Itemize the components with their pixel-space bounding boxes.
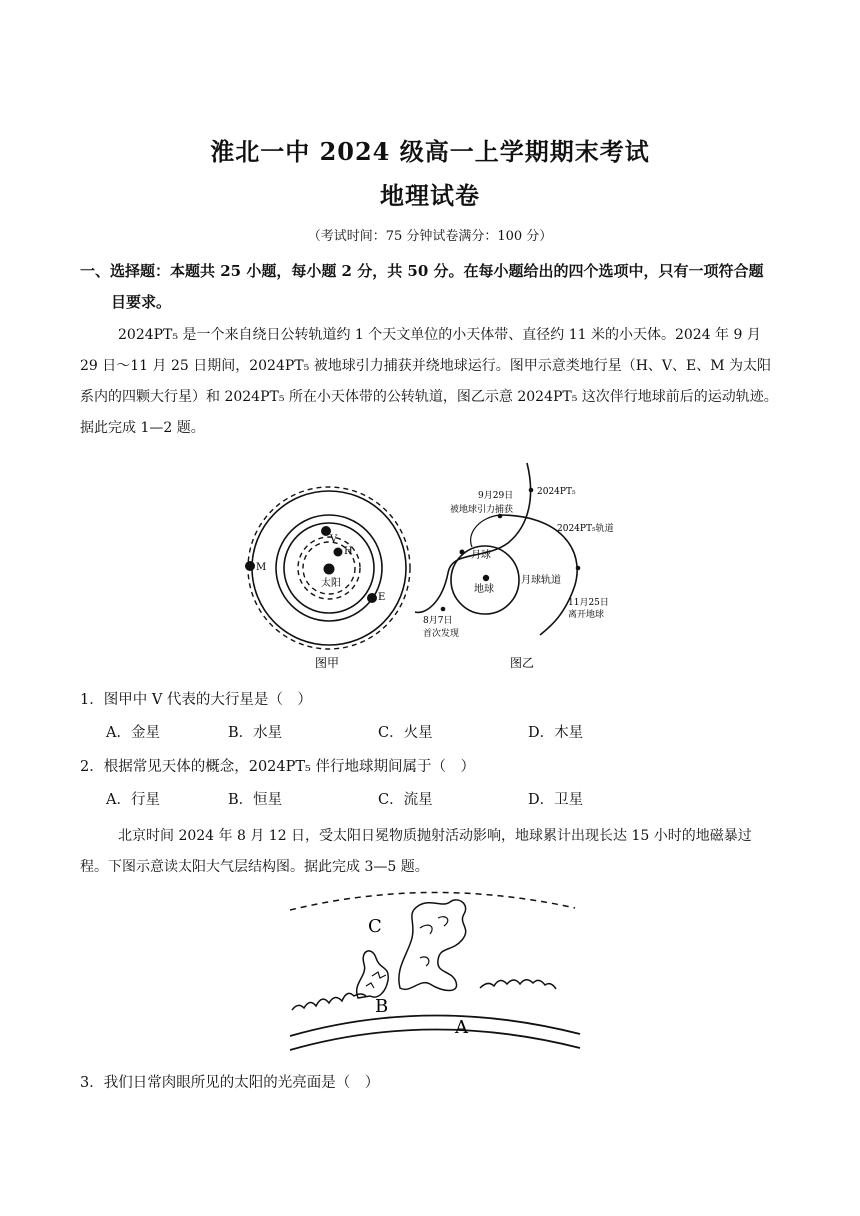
prominence-main <box>399 900 466 991</box>
found-dot <box>441 607 446 612</box>
planet-e-dot <box>367 593 377 603</box>
label-c: C <box>368 916 382 937</box>
label-b: B <box>375 996 389 1017</box>
planet-m-dot <box>245 561 255 571</box>
pt5-orbit-label: 2024PT₅轨道 <box>557 524 614 534</box>
question-3-stem: 3．我们日常肉眼所见的太阳的光亮面是（ ） <box>80 1075 380 1091</box>
figure2-diagram <box>280 888 590 1058</box>
leave-date-label: 11月25日 <box>568 598 609 608</box>
found-text-label: 首次发现 <box>423 629 460 639</box>
capture-text-label: 被地球引力捕获 <box>450 505 514 515</box>
planet-v-label: V <box>330 534 338 545</box>
moon-label: 月球 <box>471 550 491 561</box>
page-subtitle: 地理试卷 <box>380 181 480 210</box>
passage2-line2: 程。下图示意读太阳大气层结构图。据此完成 3—5 题。 <box>80 859 429 875</box>
passage1-line1: 2024PT₅ 是一个来自绕日公转轨道约 1 个天文单位的小天体带、直径约 11 米的小天体。2024 年 9 月 <box>118 327 761 343</box>
pt5-label: 2024PT₅ <box>537 487 576 497</box>
planet-m-label: M <box>256 562 267 573</box>
passage1-line3: 系内的四颗大行星）和 2024PT₅ 所在小天体带的公转轨道，图乙示意 2024PT₅ 这次伴行地球前后的运动轨迹。 <box>80 389 778 405</box>
question-2-option-d[interactable]: D．卫星 <box>528 792 584 808</box>
prominence-detail <box>420 917 448 966</box>
prominence-hatch <box>366 972 386 988</box>
question-1-option-a[interactable]: A．金星 <box>106 725 160 741</box>
planet-h-label: H <box>344 546 353 557</box>
prominence-left <box>357 951 389 998</box>
sun-label: 太阳 <box>321 578 341 589</box>
capture-date-label: 9月29日 <box>478 491 514 501</box>
passage2-line1: 北京时间 2024 年 8 月 12 日，受太阳日冕物质抛射活动影响，地球累计出现长达 15 小时的地磁暴过 <box>118 828 752 844</box>
passage1-line4: 据此完成 1—2 题。 <box>80 420 205 436</box>
question-2-option-c[interactable]: C．流星 <box>378 792 433 808</box>
found-date-label: 8月7日 <box>423 616 453 626</box>
pt5-trajectory-link <box>471 515 500 547</box>
passage1-line2: 29 日～11 月 25 日期间，2024PT₅ 被地球引力捕获并绕地球运行。图甲示意类地行星（H、V、E、M 为太阳 <box>80 358 772 374</box>
leave-text-label: 离开地球 <box>568 610 605 620</box>
caption-jia: 图甲 <box>315 656 340 670</box>
label-a: A <box>455 1017 468 1038</box>
moon-dot <box>460 550 465 555</box>
section-heading-line2: 目要求。 <box>111 293 172 311</box>
chromosphere-edge <box>292 980 556 1010</box>
corona-boundary <box>290 892 575 910</box>
pt5-trajectory-entry <box>415 463 531 612</box>
earth-label: 地球 <box>474 584 494 595</box>
figure1-diagram <box>230 455 650 675</box>
exam-info: （考试时间：75 分钟试卷满分：100 分） <box>307 229 553 244</box>
question-1-stem: 1．图甲中 V 代表的大行星是（ ） <box>80 692 312 708</box>
pt5-dot <box>529 488 534 493</box>
question-1-option-c[interactable]: C．火星 <box>378 725 433 741</box>
sun-dot <box>324 564 335 575</box>
photosphere-outer-arc <box>290 1015 580 1036</box>
figure-yi <box>415 463 614 670</box>
page-title: 淮北一中 2024 级高一上学期期末考试 <box>210 137 650 166</box>
leave-dot <box>576 566 581 571</box>
question-2-option-b[interactable]: B．恒星 <box>228 792 283 808</box>
photosphere-inner-arc <box>290 1029 580 1050</box>
question-1-option-b[interactable]: B．水星 <box>228 725 283 741</box>
planet-h-dot <box>334 548 343 557</box>
caption-yi: 图乙 <box>510 656 535 670</box>
figure-jia <box>245 487 410 670</box>
question-1-option-d[interactable]: D．木星 <box>528 725 584 741</box>
section-heading-line1: 一、选择题：本题共 25 小题，每小题 2 分，共 50 分。在每小题给出的四个选项中，只有一项符合题 <box>80 262 764 280</box>
moon-orbit-label: 月球轨道 <box>521 575 561 586</box>
earth-dot <box>483 575 489 581</box>
question-2-stem: 2．根据常见天体的概念，2024PT₅ 伴行地球期间属于（ ） <box>80 759 475 775</box>
planet-e-label: E <box>378 592 386 603</box>
question-2-option-a[interactable]: A．行星 <box>106 792 160 808</box>
